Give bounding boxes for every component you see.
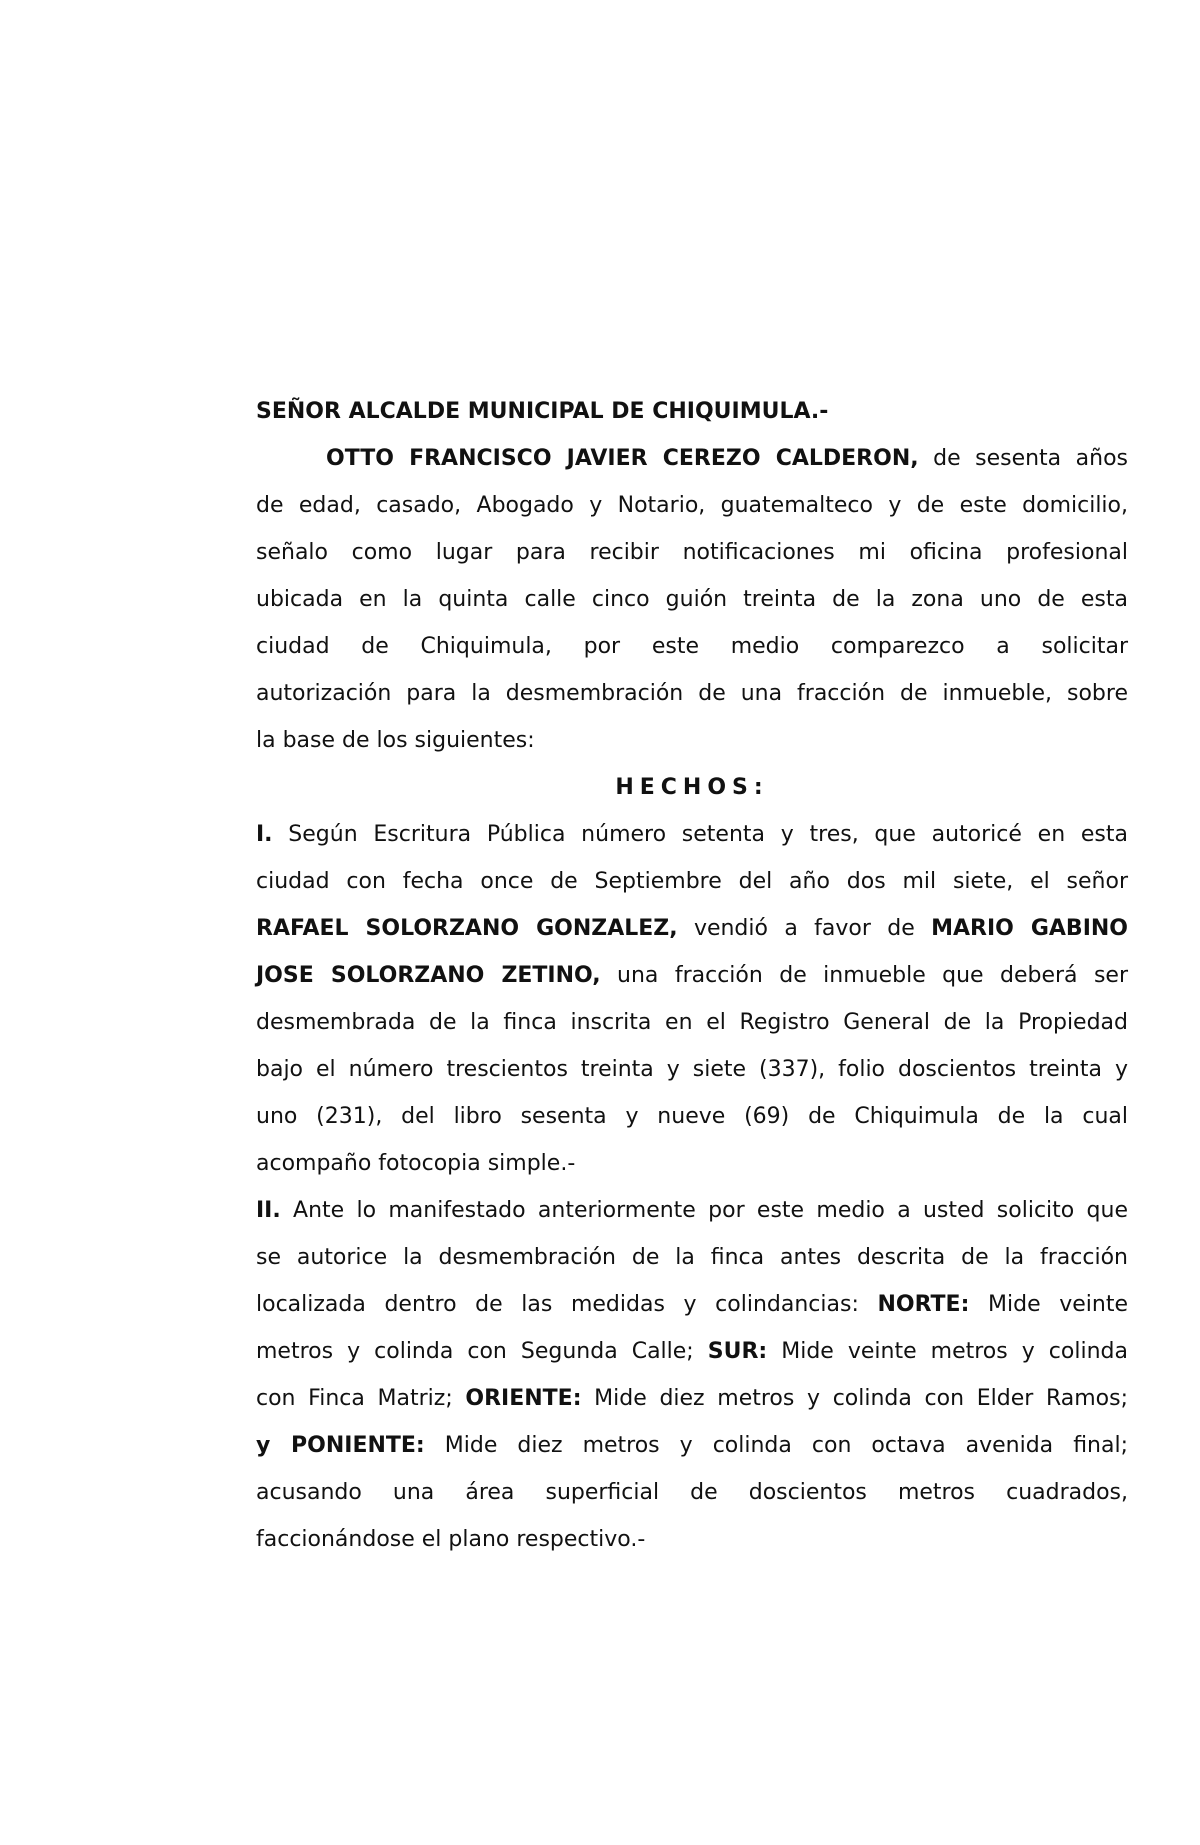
buyer-name-part-1: MARIO GABINO: [931, 916, 1129, 941]
north-label: NORTE:: [877, 1292, 970, 1317]
intro-line-6: autorización para la desmembración de una fracción de inmueble, sobre: [256, 681, 1128, 706]
fact-2-line-6: y PONIENTE: Mide diez metros y colinda con octava avenida final;: [256, 1433, 1128, 1458]
fact-1-line-4: JOSE SOLORZANO ZETINO, una fracción de inmueble que deberá ser: [256, 963, 1129, 988]
fact-1-number: I.: [256, 822, 273, 847]
fact-2-line-4: metros y colinda con Segunda Calle; SUR: Mide veinte metros y colinda: [256, 1339, 1128, 1364]
fact-1-line-2: ciudad con fecha once de Septiembre del año dos mil siete, el señor: [256, 869, 1128, 894]
fact-1-line-8: acompaño fotocopia simple.-: [256, 1151, 576, 1176]
buyer-name-part-2: JOSE SOLORZANO ZETINO,: [256, 963, 601, 988]
applicant-name: OTTO FRANCISCO JAVIER CEREZO CALDERON,: [326, 446, 919, 471]
fact-2-line-2: se autorice la desmembración de la finca antes descrita de la fracción: [256, 1245, 1128, 1270]
intro-line-5: ciudad de Chiquimula, por este medio comparezco a solicitar: [256, 634, 1128, 659]
letter-body: [256, 388, 1128, 1563]
intro-line-4: ubicada en la quinta calle cinco guión treinta de la zona uno de esta: [256, 587, 1128, 612]
intro-line-7: la base de los siguientes:: [256, 728, 535, 753]
fact-2-line-3: localizada dentro de las medidas y colindancias: NORTE: Mide veinte: [256, 1292, 1128, 1317]
intro-line-1: OTTO FRANCISCO JAVIER CEREZO CALDERON, de sesenta años: [326, 446, 1128, 471]
south-label: SUR:: [707, 1339, 768, 1364]
fact-2-number: II.: [256, 1198, 281, 1223]
fact-2-line-7: acusando una área superficial de doscientos metros cuadrados,: [256, 1480, 1128, 1505]
west-label: y PONIENTE:: [256, 1433, 425, 1458]
addressee-heading: SEÑOR ALCALDE MUNICIPAL DE CHIQUIMULA.-: [256, 399, 829, 424]
fact-1-line-6: bajo el número trescientos treinta y siete (337), folio doscientos treinta y: [256, 1057, 1128, 1082]
seller-name: RAFAEL SOLORZANO GONZALEZ,: [256, 916, 678, 941]
fact-2-line-8: faccionándose el plano respectivo.-: [256, 1527, 646, 1552]
fact-2-line-5: con Finca Matriz; ORIENTE: Mide diez metros y colinda con Elder Ramos;: [256, 1386, 1128, 1411]
fact-1-line-1: I. Según Escritura Pública número setenta y tres, que autoricé en esta: [256, 822, 1128, 847]
section-title-hechos: HECHOS:: [615, 775, 769, 800]
fact-1-line-7: uno (231), del libro sesenta y nueve (69) de Chiquimula de la cual: [256, 1104, 1128, 1129]
intro-line-2: de edad, casado, Abogado y Notario, guatemalteco y de este domicilio,: [256, 493, 1128, 518]
intro-line-3: señalo como lugar para recibir notificaciones mi oficina profesional: [256, 540, 1128, 565]
fact-1-line-3: RAFAEL SOLORZANO GONZALEZ, vendió a favor de MARIO GABINO: [256, 916, 1129, 941]
fact-1-line-5: desmembrada de la finca inscrita en el Registro General de la Propiedad: [256, 1010, 1128, 1035]
fact-2-line-1: II. Ante lo manifestado anteriormente por este medio a usted solicito que: [256, 1198, 1128, 1223]
east-label: ORIENTE:: [465, 1386, 582, 1411]
